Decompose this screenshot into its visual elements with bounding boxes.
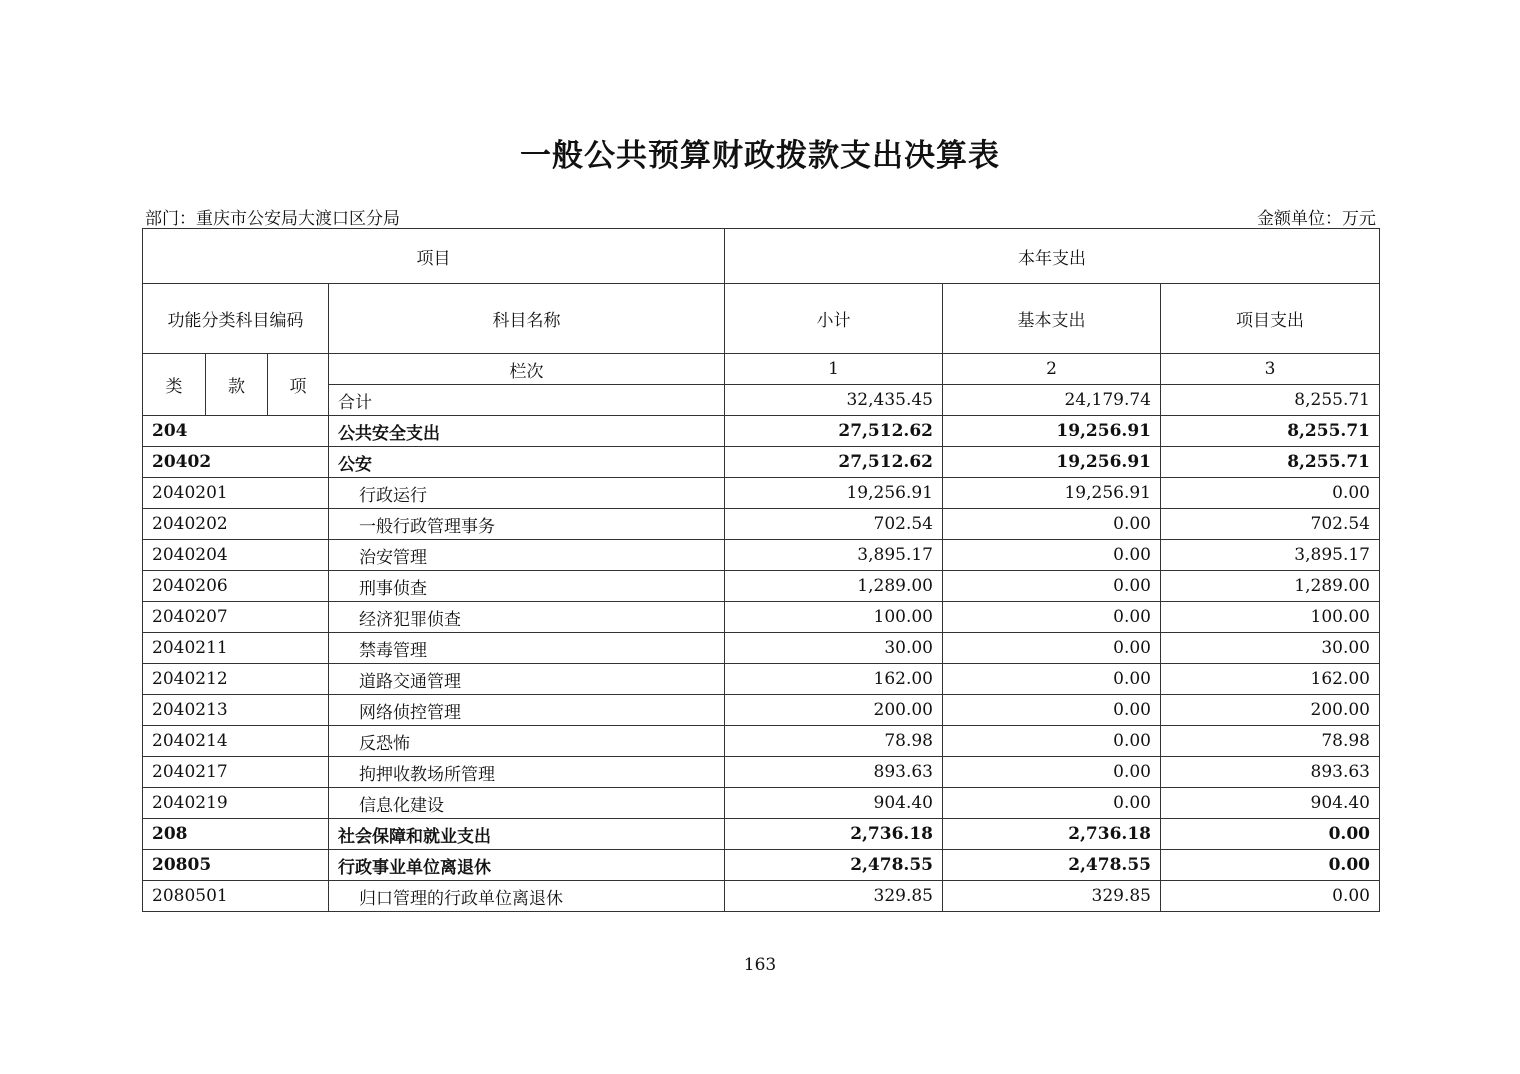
row-basic: 0.00: [943, 788, 1161, 819]
table-row: [143, 540, 1380, 571]
table-row: [143, 850, 1380, 881]
page-number: 163: [743, 955, 777, 975]
table-row: [143, 478, 1380, 509]
row-subtotal: 2,736.18: [725, 819, 943, 850]
table-row: [143, 509, 1380, 540]
col-index-1: 1: [725, 354, 943, 385]
table-row: [143, 664, 1380, 695]
row-project: 3,895.17: [1161, 540, 1380, 571]
row-name: 经济犯罪侦查: [329, 602, 725, 633]
row-code: 204: [143, 416, 329, 447]
row-basic: 2,478.55: [943, 850, 1161, 881]
row-project: 30.00: [1161, 633, 1380, 664]
row-code: 2040202: [143, 509, 329, 540]
row-subtotal: 893.63: [725, 757, 943, 788]
row-basic: 0.00: [943, 757, 1161, 788]
row-name: 刑事侦查: [329, 571, 725, 602]
row-project: 893.63: [1161, 757, 1380, 788]
row-basic: 19,256.91: [943, 416, 1161, 447]
row-code: 2040207: [143, 602, 329, 633]
row-code: 2040201: [143, 478, 329, 509]
header-lei: 类: [143, 354, 206, 416]
row-project: 0.00: [1161, 478, 1380, 509]
header-subtotal: 小计: [725, 284, 943, 354]
page-title: 一般公共预算财政拨款支出决算表: [520, 138, 1000, 174]
row-project: 904.40: [1161, 788, 1380, 819]
row-project: 162.00: [1161, 664, 1380, 695]
row-subtotal: 1,289.00: [725, 571, 943, 602]
total-label: 合计: [329, 385, 725, 416]
row-project: 0.00: [1161, 819, 1380, 850]
expenditure-table: [142, 228, 1380, 912]
row-subtotal: 3,895.17: [725, 540, 943, 571]
table-row: [143, 757, 1380, 788]
row-code: 2040214: [143, 726, 329, 757]
row-code: 2040206: [143, 571, 329, 602]
unit-label: 金额单位：万元: [1257, 209, 1376, 229]
row-basic: 0.00: [943, 726, 1161, 757]
row-basic: 0.00: [943, 540, 1161, 571]
table-row: [143, 602, 1380, 633]
table-row: [143, 571, 1380, 602]
table-row: [143, 695, 1380, 726]
table-row: [143, 633, 1380, 664]
department-label: 部门：重庆市公安局大渡口区分局: [145, 209, 400, 229]
row-subtotal: 27,512.62: [725, 447, 943, 478]
row-subtotal: 78.98: [725, 726, 943, 757]
row-name: 信息化建设: [329, 788, 725, 819]
col-index-2: 2: [943, 354, 1161, 385]
row-basic: 0.00: [943, 664, 1161, 695]
table-row: [143, 788, 1380, 819]
total-project: 8,255.71: [1161, 385, 1380, 416]
header-project: 项目: [143, 229, 725, 284]
row-name: 网络侦控管理: [329, 695, 725, 726]
row-subtotal: 162.00: [725, 664, 943, 695]
row-subtotal: 27,512.62: [725, 416, 943, 447]
table-row: [143, 726, 1380, 757]
row-basic: 2,736.18: [943, 819, 1161, 850]
row-project: 702.54: [1161, 509, 1380, 540]
row-subtotal: 30.00: [725, 633, 943, 664]
table-row: [143, 416, 1380, 447]
row-subtotal: 702.54: [725, 509, 943, 540]
row-code: 2040211: [143, 633, 329, 664]
col-index-3: 3: [1161, 354, 1380, 385]
row-subtotal: 200.00: [725, 695, 943, 726]
row-project: 200.00: [1161, 695, 1380, 726]
row-code: 2040213: [143, 695, 329, 726]
row-project: 8,255.71: [1161, 416, 1380, 447]
row-project: 78.98: [1161, 726, 1380, 757]
row-name: 治安管理: [329, 540, 725, 571]
row-subtotal: 2,478.55: [725, 850, 943, 881]
header-kuan: 款: [206, 354, 268, 416]
row-code: 208: [143, 819, 329, 850]
row-name: 道路交通管理: [329, 664, 725, 695]
row-subtotal: 904.40: [725, 788, 943, 819]
header-xiang: 项: [268, 354, 329, 416]
row-project: 100.00: [1161, 602, 1380, 633]
table-row: [143, 881, 1380, 912]
row-project: 0.00: [1161, 850, 1380, 881]
table-row: [143, 819, 1380, 850]
total-subtotal: 32,435.45: [725, 385, 943, 416]
row-name: 禁毒管理: [329, 633, 725, 664]
header-column-index: 栏次: [329, 354, 725, 385]
header-current-year: 本年支出: [725, 229, 1380, 284]
row-basic: 0.00: [943, 695, 1161, 726]
row-project: 8,255.71: [1161, 447, 1380, 478]
header-basic: 基本支出: [943, 284, 1161, 354]
row-basic: 329.85: [943, 881, 1161, 912]
row-subtotal: 100.00: [725, 602, 943, 633]
row-subtotal: 329.85: [725, 881, 943, 912]
row-name: 社会保障和就业支出: [329, 819, 725, 850]
row-basic: 0.00: [943, 633, 1161, 664]
row-code: 2080501: [143, 881, 329, 912]
header-project-exp: 项目支出: [1161, 284, 1380, 354]
table-row: [143, 447, 1380, 478]
total-row: [143, 385, 1380, 416]
row-name: 一般行政管理事务: [329, 509, 725, 540]
row-name: 拘押收教场所管理: [329, 757, 725, 788]
row-basic: 19,256.91: [943, 447, 1161, 478]
row-name: 行政运行: [329, 478, 725, 509]
row-name: 公安: [329, 447, 725, 478]
row-name: 公共安全支出: [329, 416, 725, 447]
row-project: 1,289.00: [1161, 571, 1380, 602]
row-basic: 0.00: [943, 602, 1161, 633]
row-code: 2040212: [143, 664, 329, 695]
header-code: 功能分类科目编码: [143, 284, 329, 354]
row-project: 0.00: [1161, 881, 1380, 912]
row-code: 2040204: [143, 540, 329, 571]
row-code: 20805: [143, 850, 329, 881]
row-code: 2040219: [143, 788, 329, 819]
header-name: 科目名称: [329, 284, 725, 354]
row-code: 2040217: [143, 757, 329, 788]
row-basic: 0.00: [943, 571, 1161, 602]
row-basic: 0.00: [943, 509, 1161, 540]
row-code: 20402: [143, 447, 329, 478]
row-name: 行政事业单位离退休: [329, 850, 725, 881]
total-basic: 24,179.74: [943, 385, 1161, 416]
row-subtotal: 19,256.91: [725, 478, 943, 509]
row-basic: 19,256.91: [943, 478, 1161, 509]
row-name: 归口管理的行政单位离退休: [329, 881, 725, 912]
row-name: 反恐怖: [329, 726, 725, 757]
